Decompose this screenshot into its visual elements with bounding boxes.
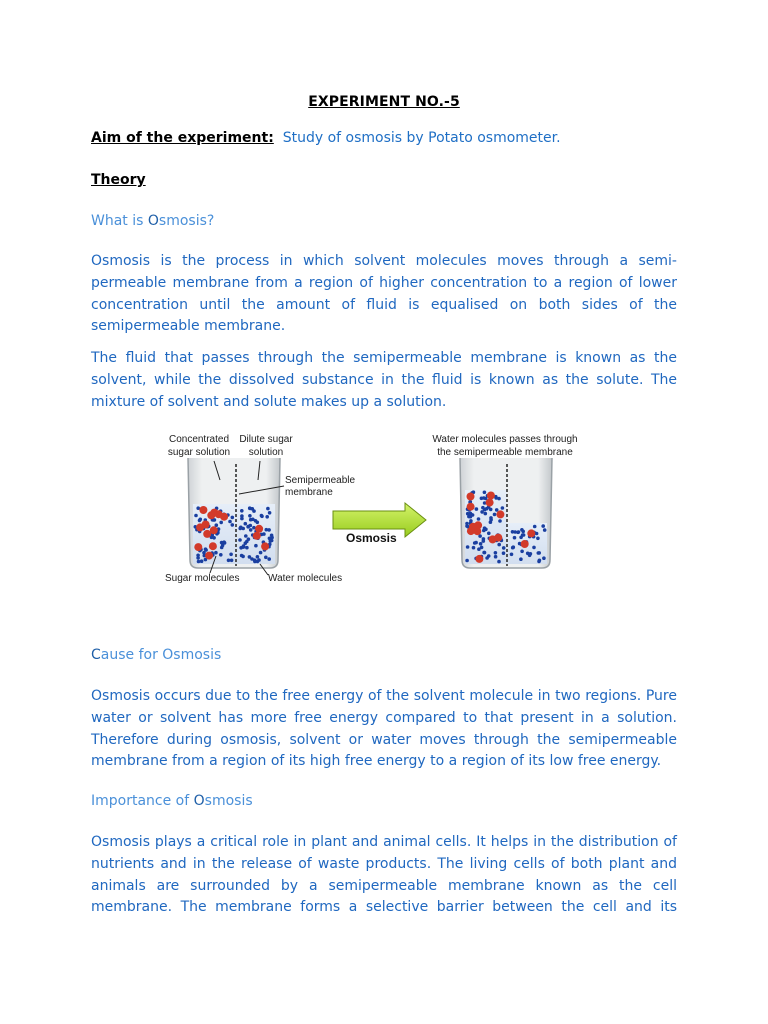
water-molecule	[227, 559, 231, 563]
water-molecule	[537, 551, 541, 555]
aim-label: Aim of the experiment:	[91, 130, 274, 146]
water-molecule	[241, 555, 245, 559]
sugar-molecule	[202, 521, 210, 529]
water-molecule	[513, 536, 517, 540]
sugar-molecule	[207, 511, 215, 519]
water-molecule	[257, 558, 261, 562]
water-molecule	[197, 560, 201, 564]
water-molecule	[510, 553, 514, 557]
water-molecule	[250, 557, 254, 561]
paragraph-line: membrane from a region of its high free energy to a region of its low free energy.	[91, 753, 662, 770]
cause-paragraph	[91, 686, 677, 773]
water-molecule	[511, 546, 515, 550]
water-molecule	[497, 497, 501, 501]
water-molecule	[489, 508, 493, 512]
membrane-label-1: Semipermeable	[285, 475, 356, 486]
water-molecule	[480, 497, 484, 501]
paragraph-line: Therefore during osmosis, solvent or water moves through the semipermeable	[91, 731, 677, 748]
osmosis-definition-paragraph	[91, 251, 677, 338]
water-molecule	[265, 515, 269, 519]
water-molecule	[475, 507, 479, 511]
sugar-molecule	[521, 540, 529, 548]
what-is-osmosis-heading	[91, 213, 214, 229]
heading-cap: O	[147, 213, 159, 229]
sugar-molecule	[486, 499, 494, 507]
water-molecule	[248, 514, 252, 518]
water-molecule	[259, 551, 263, 555]
water-molecule	[268, 511, 272, 515]
theory-heading: Theory	[91, 172, 146, 188]
water-molecule	[202, 551, 206, 555]
paragraph-line: Osmosis occurs due to the free energy of the solvent molecule in two regions. Pure	[91, 688, 677, 704]
sugar-molecule	[210, 526, 218, 534]
water-molecule	[200, 559, 204, 563]
water-molecule	[494, 551, 498, 555]
sugar-molecule	[215, 510, 223, 518]
sugar-molecule	[467, 503, 475, 511]
water-molecule	[479, 542, 483, 546]
water-molecule	[244, 522, 248, 526]
water-molecule	[483, 491, 487, 495]
water-molecule	[249, 528, 253, 532]
membrane-label-2: membrane	[285, 487, 333, 498]
heading-part: Importance of	[91, 793, 194, 809]
water-molecule	[196, 556, 200, 560]
water-molecule	[465, 559, 469, 563]
water-molecule	[254, 544, 258, 548]
water-molecule	[264, 556, 268, 560]
water-molecule	[543, 528, 547, 532]
water-molecule	[533, 525, 537, 529]
water-molecule	[251, 507, 255, 511]
water-molecule	[253, 560, 257, 564]
water-molecule	[520, 528, 524, 532]
water-molecule	[256, 521, 260, 525]
sugar-molecule	[494, 534, 502, 542]
paragraph-line: membrane. The membrane forms a selective barrier between the cell and its	[91, 899, 677, 916]
sugar-molecule	[527, 529, 535, 537]
osmosis-label: Osmosis	[346, 531, 397, 545]
water-molecule	[219, 553, 223, 557]
water-molecule	[497, 543, 501, 547]
sugar-molecule	[255, 525, 263, 533]
sugar-molecule	[261, 542, 269, 550]
concentrated-label-1: Concentrated	[168, 434, 230, 445]
heading-part: smosis?	[158, 213, 215, 229]
experiment-title: EXPERIMENT NO.-5	[308, 94, 460, 110]
paragraph-line: The fluid that passes through the semipermeable membrane is known as the	[91, 350, 677, 366]
water-molecule	[249, 518, 253, 522]
water-molecule	[245, 546, 249, 550]
importance-of-osmosis-heading	[91, 793, 253, 809]
water-molecule	[215, 523, 219, 527]
water-molecule	[493, 513, 497, 517]
water-molecule	[266, 507, 270, 511]
paragraph-line: mixture of solvent and solute makes up a solution.	[91, 393, 447, 410]
water-molecule	[472, 546, 476, 550]
solvent-solute-paragraph	[91, 348, 677, 413]
water-molecule	[214, 551, 218, 555]
paragraph-line: Osmosis plays a critical role in plant and animal cells. It helps in the distribution of	[91, 834, 677, 850]
right-caption-1: Water molecules passes through	[432, 434, 578, 445]
water-molecule	[511, 530, 515, 534]
left-beaker	[188, 458, 280, 568]
aim-value: Study of osmosis by Potato osmometer.	[282, 130, 561, 146]
water-molecule	[247, 537, 251, 541]
heading-part: What is	[91, 213, 148, 229]
paragraph-line: Osmosis is the process in which solvent molecules moves through a semi-	[91, 253, 677, 269]
water-molecule	[482, 539, 486, 543]
water-molecule	[221, 544, 225, 548]
water-molecule	[480, 546, 484, 550]
water-molecule	[270, 539, 274, 543]
water-molecule	[502, 551, 506, 555]
sugar-molecule	[253, 532, 261, 540]
sugar-molecule	[199, 506, 207, 514]
water-molecule	[521, 533, 525, 537]
water-molecule	[219, 521, 223, 525]
water-molecule	[229, 553, 233, 557]
water-molecule	[538, 559, 542, 563]
sugar-molecule	[467, 527, 475, 535]
water-molecule	[517, 530, 521, 534]
dilute-label-1: Dilute sugar	[239, 434, 293, 445]
osmosis-diagram	[150, 428, 610, 593]
water-molecule	[487, 532, 491, 536]
water-molecule	[541, 524, 545, 528]
sugar-molecule	[487, 492, 495, 500]
importance-paragraph	[91, 832, 677, 919]
water-molecule	[249, 524, 253, 528]
water-molecule	[489, 518, 493, 522]
heading-part: ause for Osmosis	[100, 647, 222, 663]
water-molecule	[470, 513, 474, 517]
water-molecule	[501, 506, 505, 510]
water-molecule	[465, 522, 469, 526]
water-molecule	[240, 517, 244, 521]
water-molecule	[520, 550, 524, 554]
water-molecule	[466, 512, 470, 516]
water-molecule	[265, 528, 269, 532]
water-molecule	[240, 509, 244, 513]
water-molecule	[238, 538, 242, 542]
water-molecules-label: Water molecules	[268, 573, 343, 584]
paragraph-line: animals are surrounded by a semipermeable membrane known as the cell	[91, 877, 677, 894]
paragraph-line: nutrients and in the release of waste products. The living cells of both plant and	[91, 855, 677, 872]
water-molecule	[497, 560, 501, 564]
paragraph-line: water or solvent has more free energy compared to that present in a solution.	[91, 709, 677, 726]
sugar-molecule	[205, 552, 213, 560]
sugar-molecule	[194, 543, 202, 551]
paragraph-line: concentration until the amount of fluid is equalised on both sides of the	[91, 296, 677, 313]
water-molecule	[244, 534, 248, 538]
water-molecule	[267, 557, 271, 561]
paragraph-line: semipermeable membrane.	[91, 318, 286, 335]
dilute-label-2: solution	[248, 447, 284, 458]
water-molecule	[466, 545, 470, 549]
water-molecule	[242, 544, 246, 548]
water-molecule	[528, 554, 532, 558]
heading-cap: O	[193, 793, 205, 809]
water-molecule	[260, 515, 264, 519]
aim-line	[91, 130, 561, 146]
sugar-molecules-label: Sugar molecules	[165, 573, 240, 584]
water-molecule	[474, 541, 478, 545]
water-molecule	[262, 532, 266, 536]
water-molecule	[498, 519, 502, 523]
water-molecule	[481, 506, 485, 510]
sugar-molecule	[467, 493, 475, 501]
water-molecule	[494, 555, 498, 559]
water-molecule	[502, 546, 506, 550]
water-molecule	[519, 557, 523, 561]
water-molecule	[228, 520, 232, 524]
water-molecule	[222, 540, 226, 544]
water-molecule	[485, 507, 489, 511]
water-molecule	[482, 529, 486, 533]
cause-for-osmosis-heading	[91, 647, 221, 663]
water-molecule	[484, 512, 488, 516]
water-molecule	[194, 514, 198, 518]
paragraph-line: solvent, while the dissolved substance in the fluid is known as the solute. The	[91, 371, 677, 388]
sugar-molecule	[209, 542, 217, 550]
water-molecule	[495, 508, 499, 512]
water-molecule	[241, 527, 245, 531]
water-molecule	[532, 546, 536, 550]
concentrated-label-2: sugar solution	[167, 447, 231, 458]
water-molecule	[483, 551, 487, 555]
water-molecule	[485, 556, 489, 560]
heading-part: smosis	[204, 793, 253, 809]
right-caption-2: the semipermeable membrane	[437, 447, 573, 458]
water-molecule	[230, 559, 234, 563]
sugar-molecule	[496, 510, 504, 518]
paragraph-line: permeable membrane from a region of higher concentration to a region of lower	[91, 274, 677, 291]
water-molecule	[231, 523, 235, 527]
water-molecule	[199, 518, 203, 522]
water-molecule	[536, 537, 540, 541]
water-molecule	[480, 510, 484, 514]
water-molecule	[542, 556, 546, 560]
water-molecule	[256, 555, 260, 559]
water-molecule	[477, 517, 481, 521]
water-molecule	[231, 516, 235, 520]
heading-cap: C	[91, 647, 101, 663]
right-beaker	[460, 458, 552, 568]
water-molecule	[270, 534, 274, 538]
water-molecule	[204, 547, 208, 551]
sugar-molecule	[475, 555, 483, 563]
